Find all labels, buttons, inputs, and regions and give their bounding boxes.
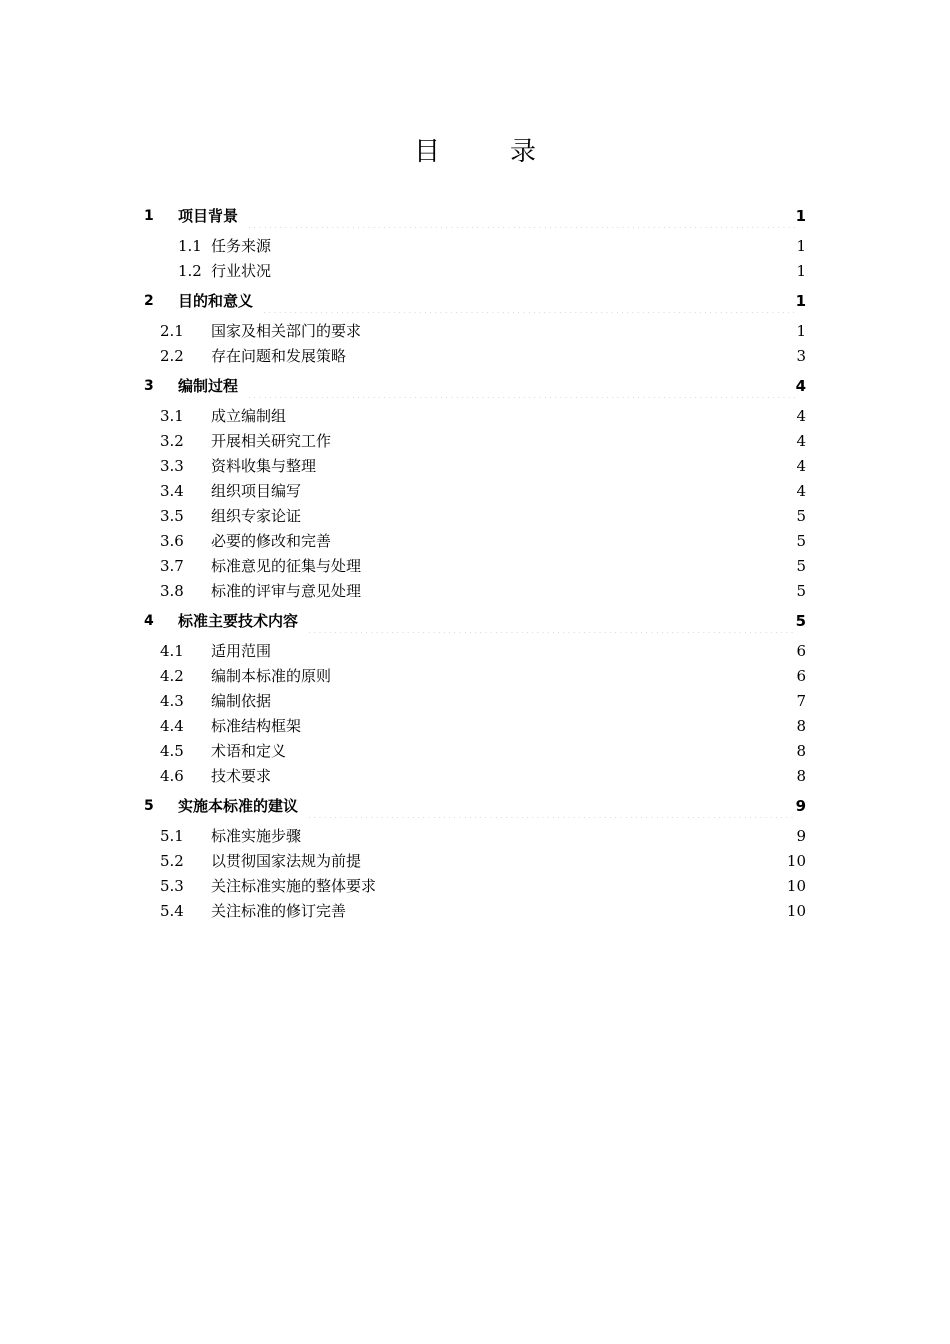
section-label: 开展相关研究工作 — [211, 432, 332, 450]
page-number: 5 — [796, 557, 806, 575]
section-number: 5.1 — [160, 827, 184, 845]
toc-chapter-5[interactable] — [0, 794, 950, 818]
section-number: 4.3 — [160, 692, 184, 710]
toc-section-4-1[interactable] — [0, 639, 950, 663]
section-label: 行业状况 — [211, 262, 272, 280]
toc-section-4-2[interactable] — [0, 664, 950, 688]
section-number: 3.5 — [160, 507, 184, 525]
section-label: 组织项目编写 — [211, 482, 302, 500]
toc-section-3-6[interactable] — [0, 529, 950, 553]
page-number: 4 — [796, 432, 806, 450]
section-label: 标准的评审与意见处理 — [211, 582, 362, 600]
chapter-label: 项目背景 — [178, 207, 239, 225]
page-number: 5 — [796, 507, 806, 525]
page-number: 5 — [796, 582, 806, 600]
chapter-number: 1 — [144, 208, 154, 224]
page-number: 1 — [796, 237, 806, 255]
toc-section-4-4[interactable] — [0, 714, 950, 738]
page-number: 7 — [796, 692, 806, 710]
page-number: 1 — [795, 207, 806, 225]
section-number: 3.3 — [160, 457, 184, 475]
section-label: 标准实施步骤 — [211, 827, 302, 845]
section-label: 术语和定义 — [211, 742, 287, 760]
dot-leader — [272, 764, 795, 788]
page-number: 4 — [795, 377, 806, 395]
dot-leader — [383, 874, 786, 898]
section-label: 标准意见的征集与处理 — [211, 557, 362, 575]
dot-leader — [272, 259, 795, 283]
page-number: 4 — [796, 457, 806, 475]
dot-leader — [362, 554, 795, 578]
dot-leader — [302, 824, 795, 848]
page-number: 10 — [786, 902, 806, 920]
page-number: 6 — [796, 667, 806, 685]
section-label: 组织专家论证 — [211, 507, 302, 525]
section-number: 5.2 — [160, 852, 184, 870]
toc-section-3-3[interactable] — [0, 454, 950, 478]
page-number: 10 — [786, 852, 806, 870]
toc-section-3-5[interactable] — [0, 504, 950, 528]
toc-chapter-1[interactable] — [0, 204, 950, 228]
section-number: 3.1 — [160, 407, 184, 425]
section-label: 技术要求 — [211, 767, 272, 785]
dot-leader — [272, 639, 795, 663]
chapter-number: 2 — [144, 293, 154, 309]
toc-chapter-4[interactable] — [0, 609, 950, 633]
dot-leader — [307, 609, 795, 633]
dot-leader — [353, 899, 786, 923]
page-number: 6 — [796, 642, 806, 660]
dot-leader — [362, 319, 795, 343]
dot-leader — [302, 479, 795, 503]
section-number: 3.8 — [160, 582, 184, 600]
toc-section-2-2[interactable] — [0, 344, 950, 368]
section-label: 标准结构框架 — [211, 717, 302, 735]
toc-section-4-5[interactable] — [0, 739, 950, 763]
section-label: 关注标准实施的整体要求 — [211, 877, 377, 895]
dot-leader — [307, 794, 795, 818]
page-number: 4 — [796, 407, 806, 425]
dot-leader — [347, 344, 795, 368]
section-number: 2.1 — [160, 322, 184, 340]
section-label: 资料收集与整理 — [211, 457, 317, 475]
page-number: 5 — [796, 532, 806, 550]
section-label: 国家及相关部门的要求 — [211, 322, 362, 340]
section-number: 5.3 — [160, 877, 184, 895]
section-number: 4.6 — [160, 767, 184, 785]
toc-section-4-3[interactable] — [0, 689, 950, 713]
dot-leader — [317, 454, 795, 478]
page-number: 4 — [796, 482, 806, 500]
dot-leader — [272, 689, 795, 713]
section-label: 存在问题和发展策略 — [211, 347, 347, 365]
section-number: 3.4 — [160, 482, 184, 500]
section-label: 关注标准的修订完善 — [211, 902, 347, 920]
dot-leader — [287, 404, 795, 428]
toc-section-5-4[interactable] — [0, 899, 950, 923]
toc-section-3-1[interactable] — [0, 404, 950, 428]
section-label: 必要的修改和完善 — [211, 532, 332, 550]
toc-section-5-1[interactable] — [0, 824, 950, 848]
dot-leader — [362, 579, 795, 603]
section-label: 编制依据 — [211, 692, 272, 710]
chapter-number: 3 — [144, 378, 154, 394]
dot-leader — [247, 374, 795, 398]
chapter-label: 编制过程 — [178, 377, 239, 395]
page-title: 目 录 — [413, 137, 558, 167]
toc-section-1-1[interactable] — [0, 234, 950, 258]
section-number: 4.4 — [160, 717, 184, 735]
section-number: 1.2 — [178, 262, 202, 280]
section-number: 4.1 — [160, 642, 184, 660]
section-number: 1.1 — [178, 237, 202, 255]
chapter-number: 4 — [144, 613, 154, 629]
section-number: 4.5 — [160, 742, 184, 760]
dot-leader — [287, 739, 795, 763]
chapter-label: 实施本标准的建议 — [178, 797, 299, 815]
dot-leader — [332, 664, 795, 688]
page-number: 1 — [796, 262, 806, 280]
chapter-label: 标准主要技术内容 — [178, 612, 299, 630]
page-number: 8 — [796, 717, 806, 735]
section-number: 3.7 — [160, 557, 184, 575]
section-label: 任务来源 — [211, 237, 272, 255]
dot-leader — [262, 289, 795, 313]
dot-leader — [272, 234, 795, 258]
page-number: 5 — [795, 612, 806, 630]
page-number: 10 — [786, 877, 806, 895]
toc-chapter-3[interactable] — [0, 374, 950, 398]
section-number: 3.6 — [160, 532, 184, 550]
section-number: 2.2 — [160, 347, 184, 365]
toc-section-2-1[interactable] — [0, 319, 950, 343]
dot-leader — [302, 714, 795, 738]
section-number: 3.2 — [160, 432, 184, 450]
chapter-number: 5 — [144, 798, 154, 814]
page-number: 8 — [796, 742, 806, 760]
toc-chapter-2[interactable] — [0, 289, 950, 313]
dot-leader — [247, 204, 795, 228]
section-number: 4.2 — [160, 667, 184, 685]
page-number: 1 — [796, 322, 806, 340]
toc-section-3-8[interactable] — [0, 579, 950, 603]
page-number: 9 — [795, 797, 806, 815]
section-label: 编制本标准的原则 — [211, 667, 332, 685]
toc-section-3-2[interactable] — [0, 429, 950, 453]
section-label: 适用范围 — [211, 642, 272, 660]
toc-section-4-6[interactable] — [0, 764, 950, 788]
chapter-label: 目的和意义 — [178, 292, 254, 310]
section-number: 5.4 — [160, 902, 184, 920]
page-number: 1 — [795, 292, 806, 310]
toc-section-1-2[interactable] — [0, 259, 950, 283]
dot-leader — [368, 849, 786, 873]
dot-leader — [332, 529, 795, 553]
page-number: 8 — [796, 767, 806, 785]
toc-section-5-3[interactable] — [0, 874, 950, 898]
section-label: 以贯彻国家法规为前提 — [211, 852, 362, 870]
section-label: 成立编制组 — [211, 407, 287, 425]
toc-section-3-7[interactable] — [0, 554, 950, 578]
page-number: 3 — [796, 347, 806, 365]
toc-section-5-2[interactable] — [0, 849, 950, 873]
page-number: 9 — [796, 827, 806, 845]
toc-section-3-4[interactable] — [0, 479, 950, 503]
dot-leader — [332, 429, 795, 453]
dot-leader — [302, 504, 795, 528]
